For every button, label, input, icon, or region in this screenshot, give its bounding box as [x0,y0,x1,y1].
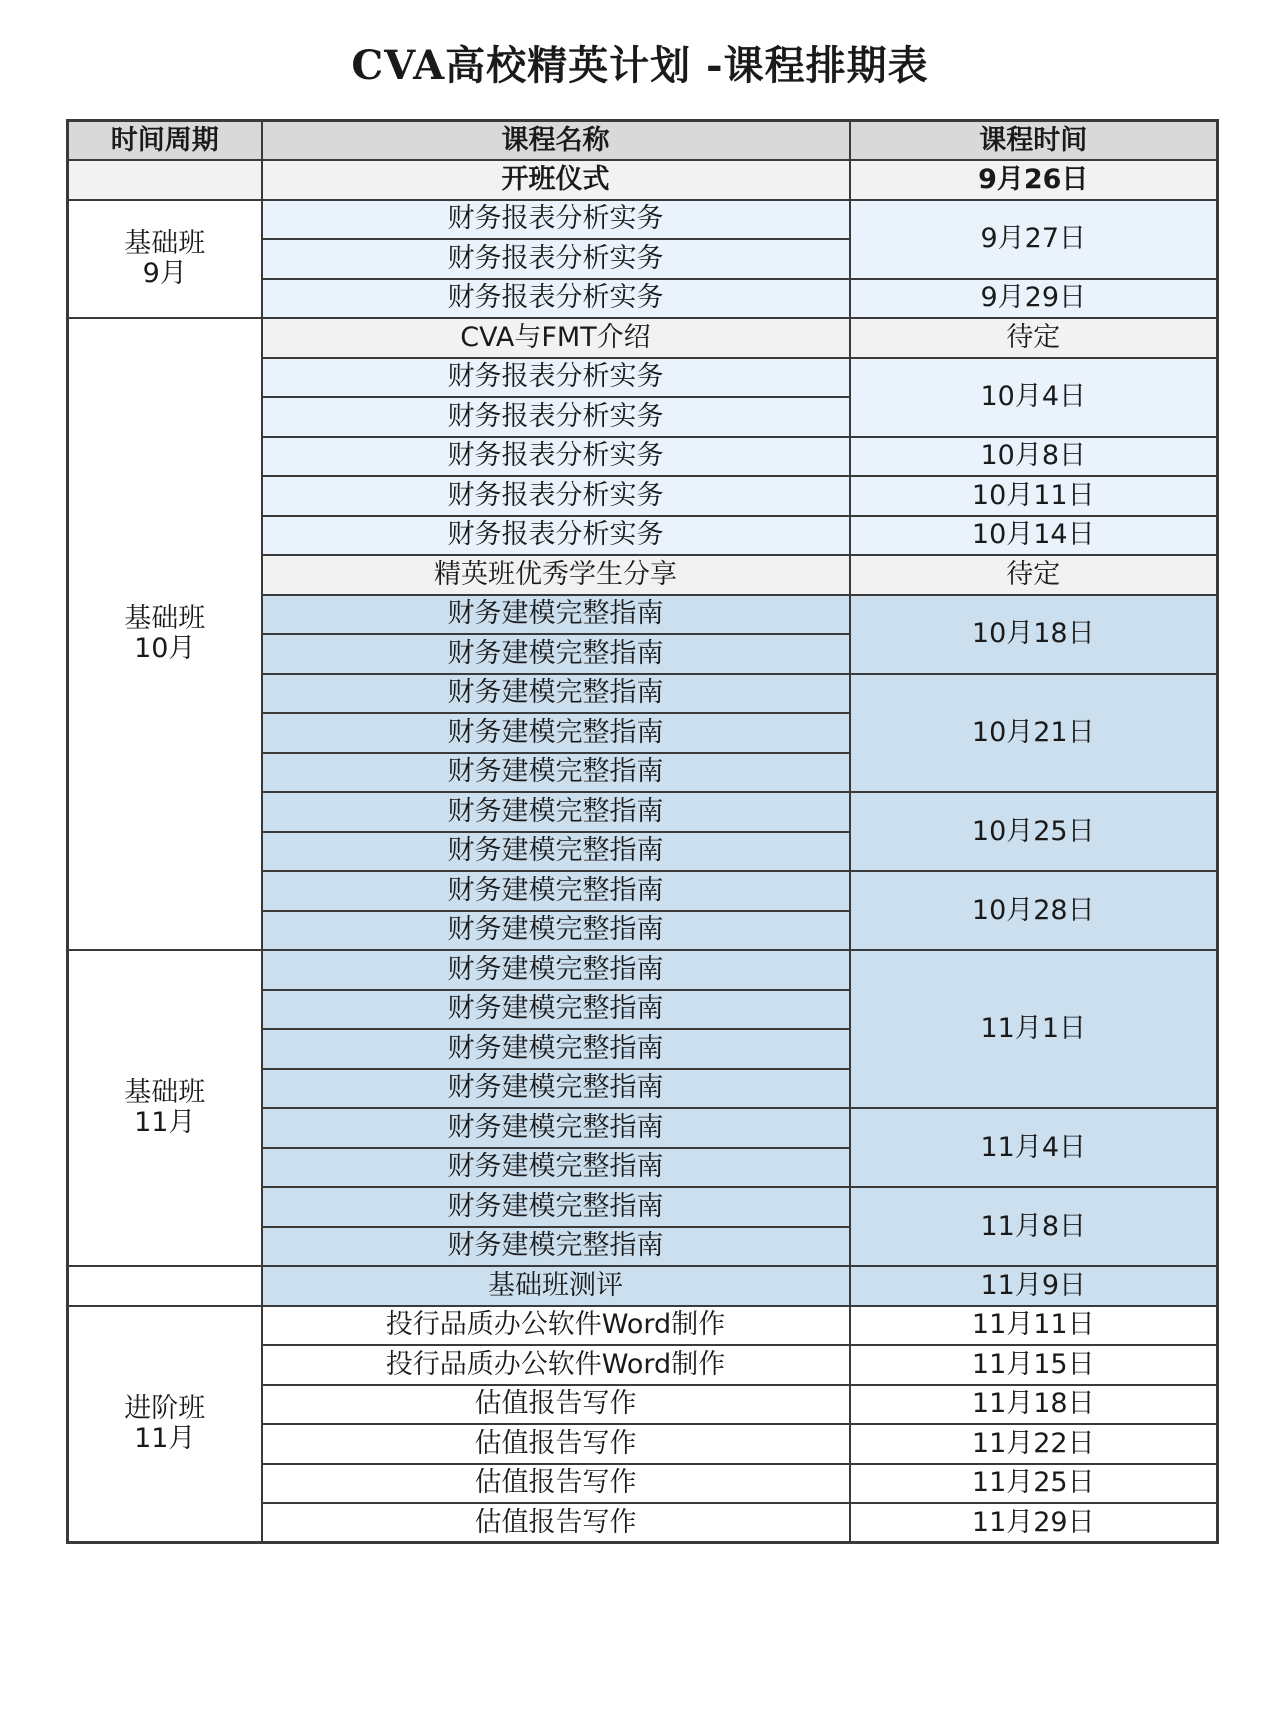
period-cell-empty [68,160,262,200]
course-cell: 财务建模完整指南 [262,595,850,635]
course-cell: CVA与FMT介绍 [262,318,850,358]
course-cell: 投行品质办公软件Word制作 [262,1306,850,1346]
course-cell: 财务建模完整指南 [262,911,850,951]
table-row [68,160,1218,200]
time-cell: 待定 [850,555,1218,595]
course-cell: 财务建模完整指南 [262,1227,850,1267]
course-cell: 财务报表分析实务 [262,516,850,556]
course-cell: 财务建模完整指南 [262,950,850,990]
time-cell: 11月8日 [850,1187,1218,1266]
time-cell: 待定 [850,318,1218,358]
course-cell: 估值报告写作 [262,1385,850,1425]
period-month: 11月 [134,1107,196,1138]
course-cell: 财务建模完整指南 [262,1108,850,1148]
course-cell: 财务建模完整指南 [262,990,850,1030]
table-row [68,318,1218,358]
course-cell: 财务建模完整指南 [262,1148,850,1188]
course-cell: 估值报告写作 [262,1464,850,1504]
period-month: 10月 [134,633,196,664]
period-cell [68,318,262,950]
period-cell [68,200,262,319]
period-name: 进阶班 [124,1393,206,1425]
time-cell: 11月18日 [850,1385,1218,1425]
time-cell: 10月21日 [850,674,1218,793]
course-cell: 财务建模完整指南 [262,871,850,911]
course-cell: 财务建模完整指南 [262,753,850,793]
table-row [68,1266,1218,1306]
time-cell: 9月29日 [850,279,1218,319]
time-cell: 10月11日 [850,476,1218,516]
period-name: 基础班 [124,228,206,260]
time-cell: 11月1日 [850,950,1218,1108]
table-row [68,1306,1218,1346]
time-cell: 9月27日 [850,200,1218,279]
header-row [68,121,1218,161]
page-title: CVA高校精英计划 -课程排期表 [351,42,929,89]
time-cell: 9月26日 [850,160,1218,200]
course-cell: 估值报告写作 [262,1503,850,1543]
time-cell: 10月28日 [850,871,1218,950]
course-cell: 基础班测评 [262,1266,850,1306]
course-cell: 财务建模完整指南 [262,1069,850,1109]
course-cell: 财务建模完整指南 [262,832,850,872]
period-cell [68,1306,262,1543]
table-row [68,950,1218,990]
course-cell: 估值报告写作 [262,1424,850,1464]
time-cell: 10月18日 [850,595,1218,674]
course-cell: 财务建模完整指南 [262,713,850,753]
period-name: 基础班 [124,1077,206,1109]
time-cell: 11月15日 [850,1345,1218,1385]
time-cell: 10月14日 [850,516,1218,556]
time-cell: 10月8日 [850,437,1218,477]
period-name: 基础班 [124,603,206,635]
time-cell: 10月25日 [850,792,1218,871]
course-cell: 投行品质办公软件Word制作 [262,1345,850,1385]
course-cell: 财务报表分析实务 [262,476,850,516]
course-cell: 财务报表分析实务 [262,200,850,240]
course-cell: 财务建模完整指南 [262,792,850,832]
period-cell [68,950,262,1266]
time-cell: 10月4日 [850,358,1218,437]
course-cell: 财务建模完整指南 [262,674,850,714]
time-cell: 11月9日 [850,1266,1218,1306]
course-cell: 财务报表分析实务 [262,397,850,437]
header-time: 课程时间 [850,121,1218,161]
period-month: 9月 [142,257,187,289]
course-cell: 财务报表分析实务 [262,239,850,279]
course-cell: 财务建模完整指南 [262,634,850,674]
time-cell: 11月11日 [850,1306,1218,1346]
header-period: 时间周期 [68,121,262,161]
course-cell: 财务建模完整指南 [262,1187,850,1227]
time-cell: 11月25日 [850,1464,1218,1504]
course-cell: 财务报表分析实务 [262,279,850,319]
course-cell: 财务报表分析实务 [262,358,850,398]
period-month: 11月 [134,1422,196,1454]
schedule-table [66,119,1219,1544]
time-cell: 11月22日 [850,1424,1218,1464]
period-cell-empty [68,1266,262,1306]
course-cell: 开班仪式 [262,160,850,200]
time-cell: 11月29日 [850,1503,1218,1543]
time-cell: 11月4日 [850,1108,1218,1187]
course-cell: 财务建模完整指南 [262,1029,850,1069]
header-course: 课程名称 [262,121,850,161]
course-cell: 精英班优秀学生分享 [262,555,850,595]
course-cell: 财务报表分析实务 [262,437,850,477]
table-row [68,200,1218,240]
